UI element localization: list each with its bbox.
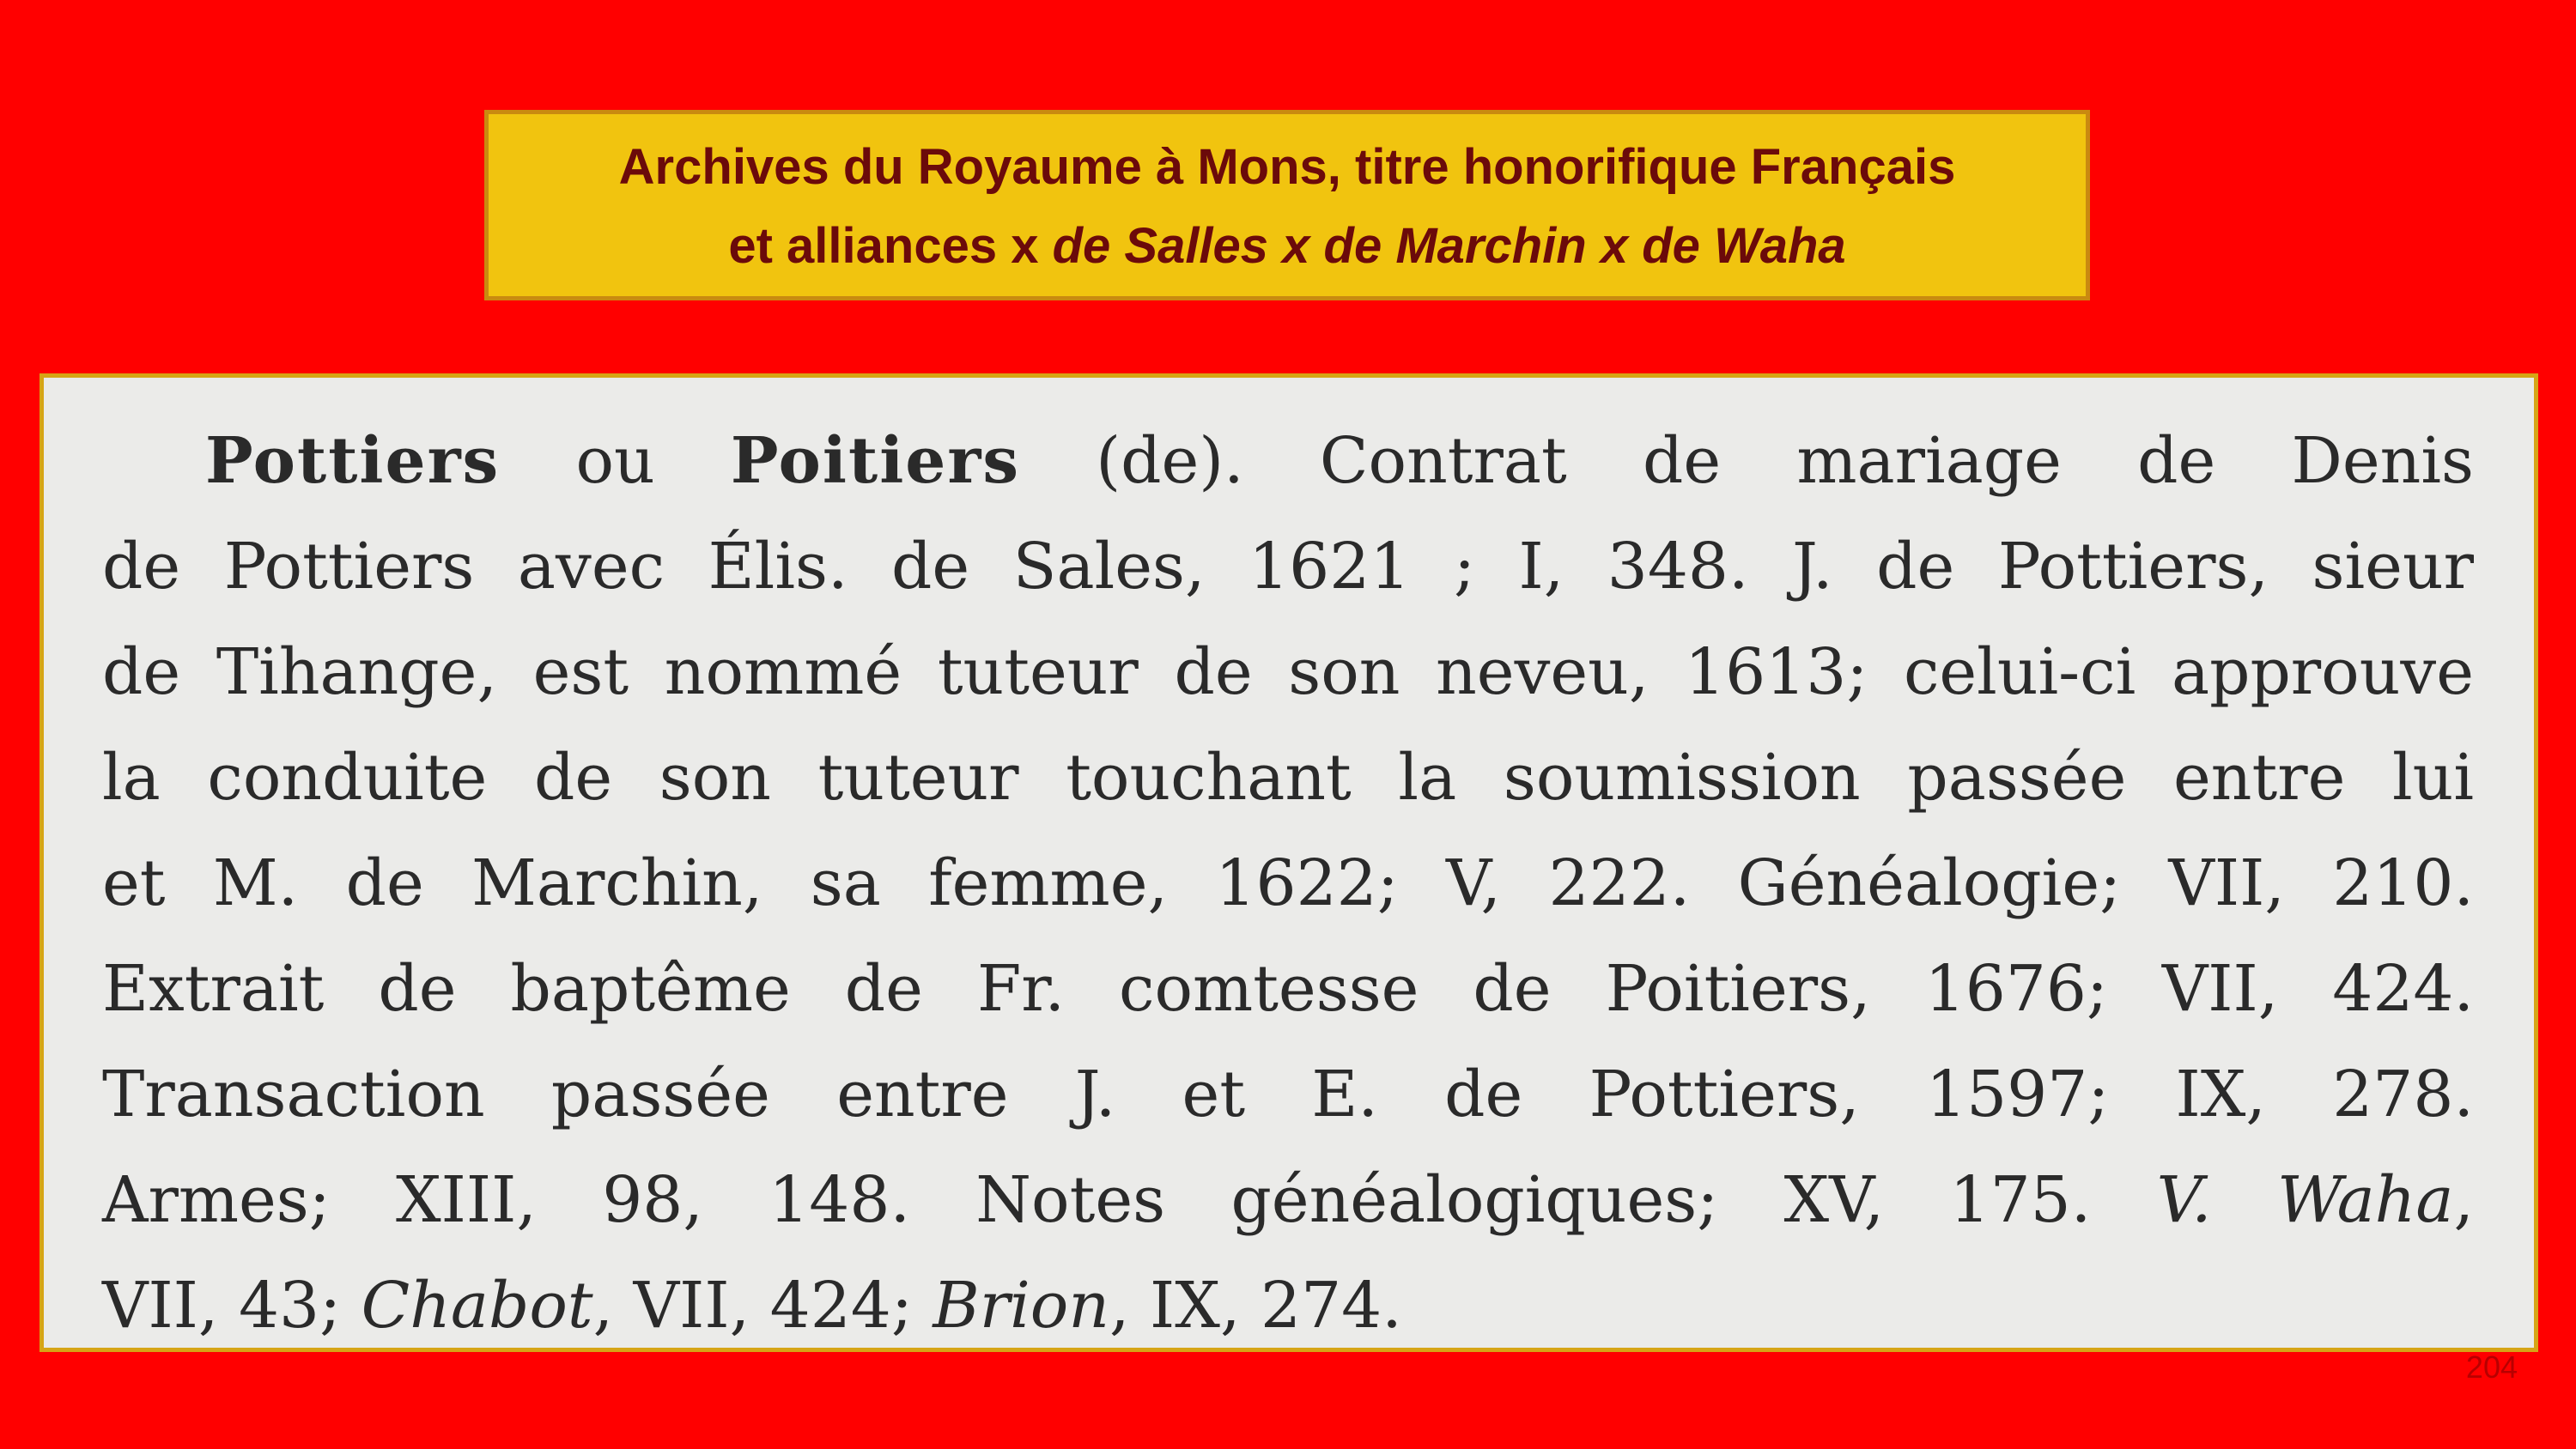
excerpt-italic-chabot: Chabot <box>361 1269 593 1343</box>
excerpt-bold-pottiers: Pottiers <box>205 424 501 498</box>
excerpt-text: , IX, 274. <box>1109 1269 1402 1343</box>
excerpt-line-9 <box>102 1253 2474 1352</box>
excerpt-text: , <box>2453 1163 2474 1237</box>
slide-title-box <box>484 110 2090 300</box>
excerpt-text: VII, 43; <box>102 1269 361 1343</box>
excerpt-text: Armes; XIII, 98, 148. Notes généalogiques; XV, 175. <box>102 1163 2157 1237</box>
excerpt-line-2: de Pottiers avec Élis. de Sales, 1621 ; I, 348. J. de Pottiers, sieur <box>102 530 2474 603</box>
excerpt-text: (de). Contrat de mariage de Denis <box>1020 424 2474 498</box>
title-line-2 <box>489 207 2086 286</box>
excerpt-italic-brion: Brion <box>933 1269 1109 1343</box>
excerpt-line-5: et M. de Marchin, sa femme, 1622; V, 222. Généalogie; VII, 210. <box>102 846 2474 920</box>
archive-excerpt-scan <box>39 373 2538 1352</box>
excerpt-italic-waha: V. Waha <box>2156 1163 2454 1237</box>
excerpt-text: , VII, 424; <box>592 1269 933 1343</box>
excerpt-line-6: Extrait de baptême de Fr. comtesse de Poitiers, 1676; VII, 424. <box>102 952 2474 1026</box>
title-line-1: Archives du Royaume à Mons, titre honorifique Français <box>618 139 1956 195</box>
excerpt-line-3: de Tihange, est nommé tuteur de son neveu, 1613; celui-ci approuve <box>102 635 2474 709</box>
title-line-2-plain: et alliances x <box>728 218 1053 274</box>
excerpt-line-4: la conduite de son tuteur touchant la soumission passée entre lui <box>102 741 2474 815</box>
title-line-2-italic: de Salles x de Marchin x de Waha <box>1052 218 1846 274</box>
excerpt-text: ou <box>500 424 731 498</box>
excerpt-line-7: Transaction passée entre J. et E. de Pottiers, 1597; IX, 278. <box>102 1058 2474 1131</box>
excerpt-line-1 <box>102 409 2474 514</box>
excerpt-bold-poitiers: Poitiers <box>730 424 1021 498</box>
excerpt-line-8 <box>102 1148 2474 1253</box>
page-number: 204 <box>2465 1349 2518 1385</box>
